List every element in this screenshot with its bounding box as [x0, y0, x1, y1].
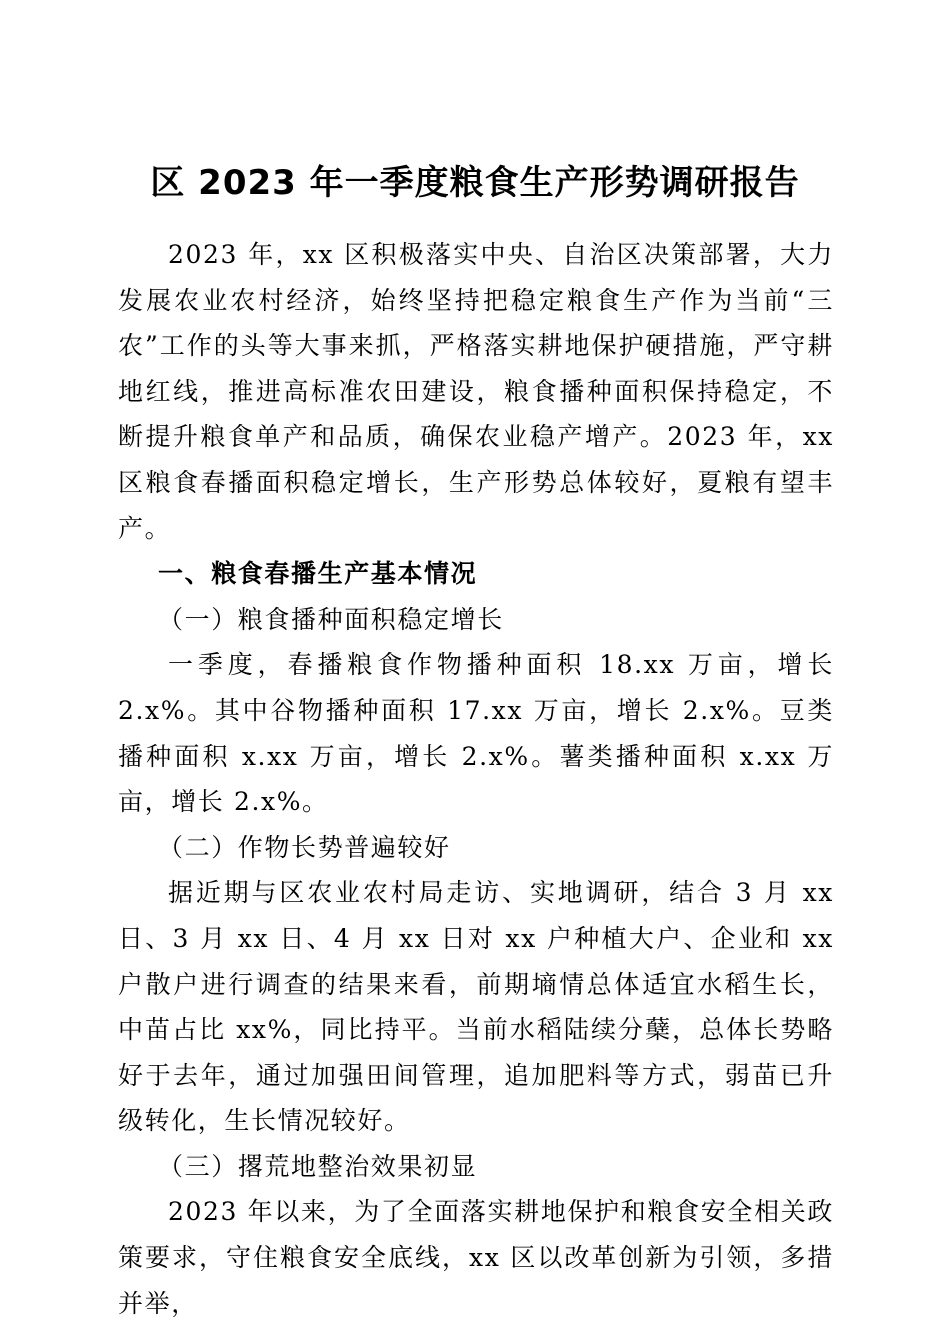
- page-title: 区 2023 年一季度粮食生产形势调研报告: [150, 162, 800, 203]
- subsection-paragraph-2: 据近期与区农业农村局走访、实地调研，结合 3 月 xx 日、3 月 xx 日、4 月 xx 日对 xx 户种植大户、企业和 xx 户散户进行调查的结果来看，前期墒情总体适宜水稻生长，中苗占比 xx%，同比持平。当前水稻陆续分蘖，总体长势略好于去年，通过加强田间管理，追加肥料等方式，弱苗已升级转化，生长情况较好。: [118, 878, 834, 1136]
- section-heading: 一、粮食春播生产基本情况: [158, 559, 478, 589]
- subsection-heading-1: （一）粮食播种面积稳定增长: [158, 604, 504, 634]
- subsection-paragraph-1: 一季度，春播粮食作物播种面积 18.xx 万亩，增长 2.x%。其中谷物播种面积 17.xx 万亩，增长 2.x%。豆类播种面积 x.xx 万亩，增长 2.x%。薯类播种面积 x.xx 万亩，增长 2.x%。: [118, 650, 834, 817]
- intro-paragraph: 2023 年，xx 区积极落实中央、自治区决策部署，大力发展农业农村经济，始终坚持把稳定粮食生产作为当前“三农”工作的头等大事来抓，严格落实耕地保护硬措施，严守耕地红线，推进高标准农田建设，粮食播种面积保持稳定，不断提升粮食单产和品质，确保农业稳产增产。2023 年，xx 区粮食春播面积稳定增长，生产形势总体较好，夏粮有望丰产。: [118, 240, 834, 543]
- subsection-heading-3: （三）撂荒地整治效果初显: [158, 1151, 478, 1181]
- subsection-paragraph-3: 2023 年以来，为了全面落实耕地保护和粮食安全相关政策要求，守住粮食安全底线，xx 区以改革创新为引领，多措并举，: [118, 1197, 834, 1318]
- subsection-heading-2: （二）作物长势普遍较好: [158, 832, 451, 862]
- document-body: [118, 232, 834, 1326]
